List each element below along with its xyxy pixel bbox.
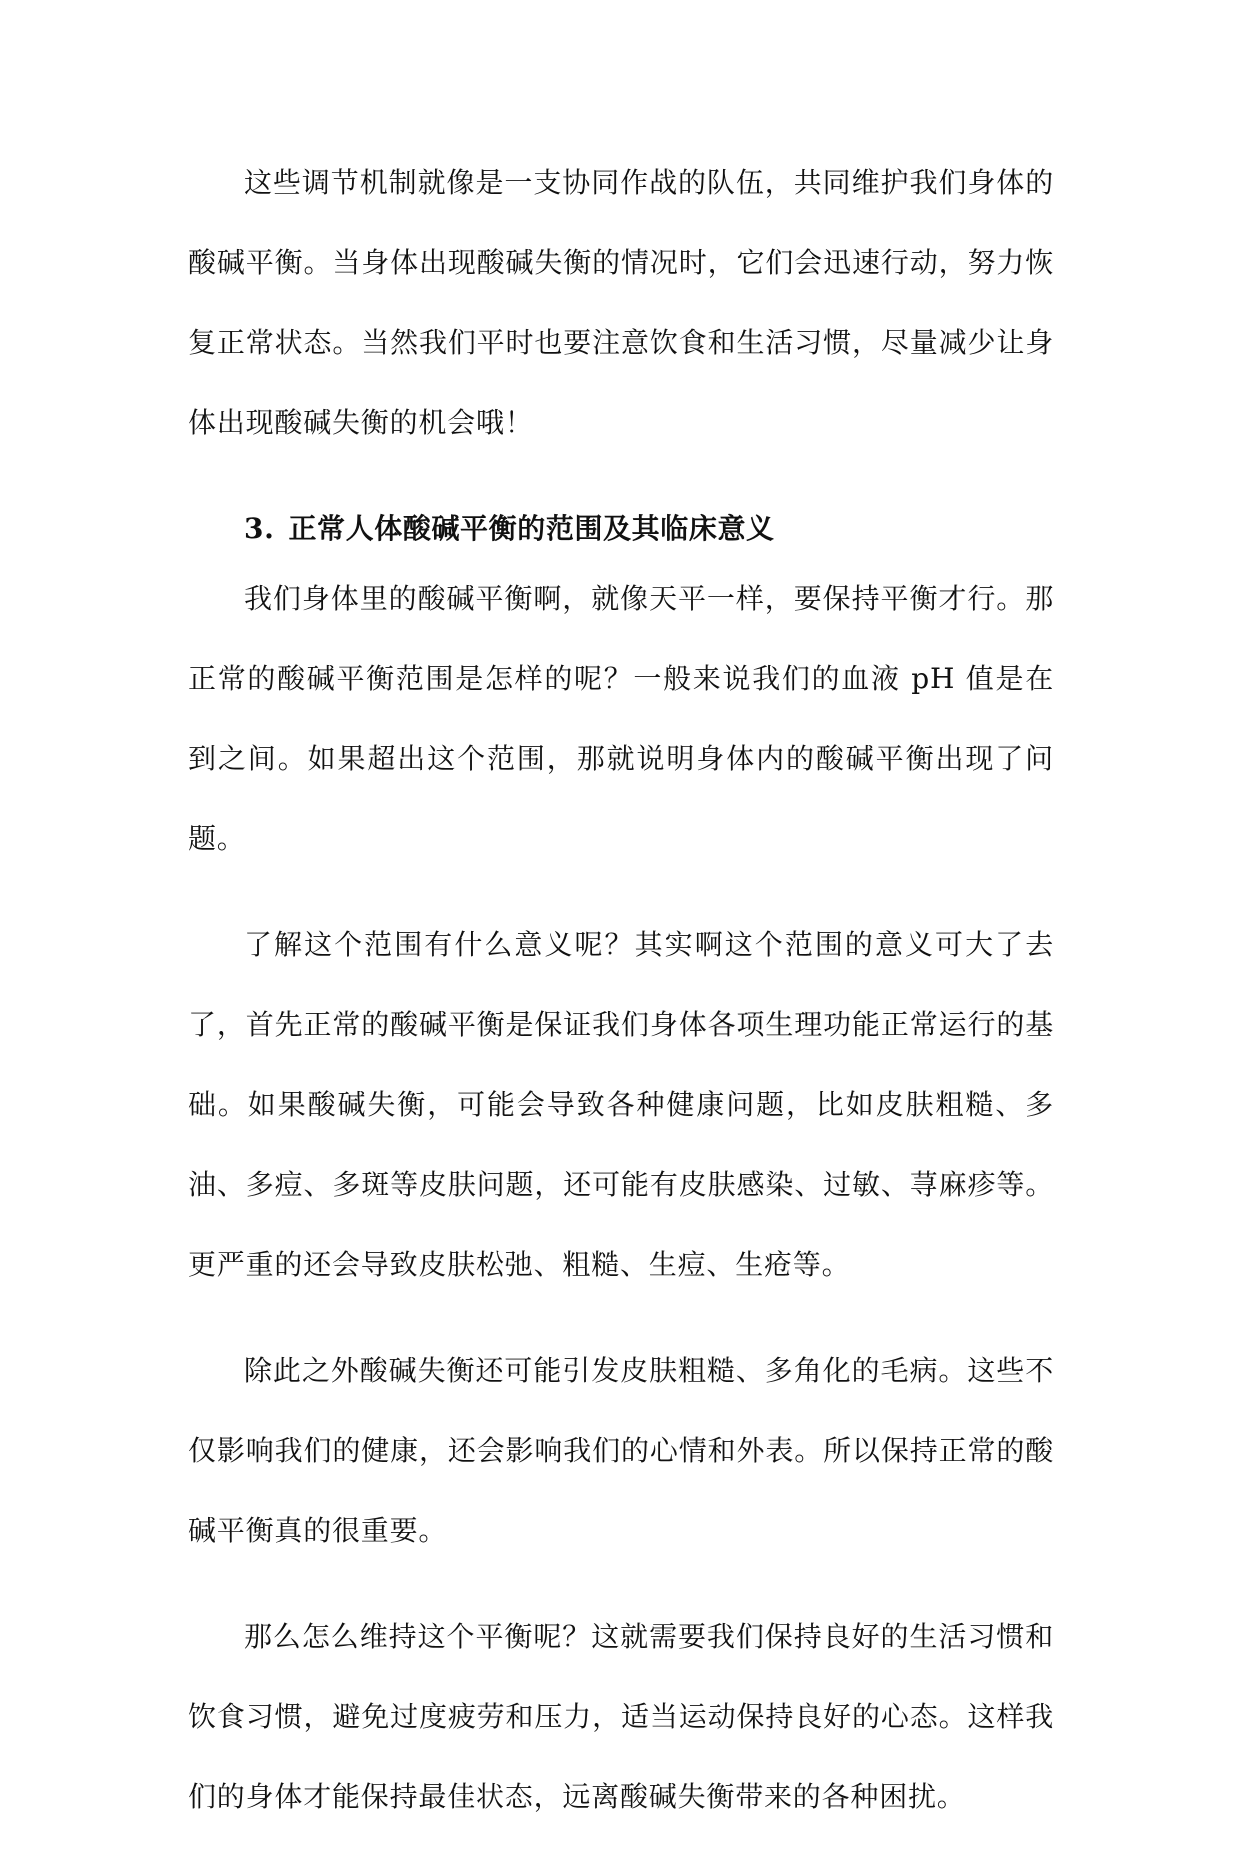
paragraph-regulation-summary: 这些调节机制就像是一支协同作战的队伍，共同维护我们身体的酸碱平衡。当身体出现酸碱失衡的情况时，它们会迅速行动，努力恢复正常状态。当然我们平时也要注意饮食和生活习惯，尽量减少让身体出现酸碱失衡的机会哦！ xyxy=(188,166,1054,439)
section-number: 3. xyxy=(244,512,275,545)
paragraph-effects: 除此之外酸碱失衡还可能引发皮肤粗糙、多角化的毛病。这些不仅影响我们的健康，还会影响我们的心情和外表。所以保持正常的酸碱平衡真的很重要。 xyxy=(188,1354,1054,1547)
section-heading xyxy=(188,489,1054,569)
section-title: 正常人体酸碱平衡的范围及其临床意义 xyxy=(288,512,775,545)
paragraph-significance: 了解这个范围有什么意义呢？其实啊这个范围的意义可大了去了，首先正常的酸碱平衡是保证我们身体各项生理功能正常运行的基础。如果酸碱失衡，可能会导致各种健康问题，比如皮肤粗糙、多油、多痘、多斑等皮肤问题，还可能有皮肤感染、过敏、荨麻疹等。更严重的还会导致皮肤松弛、粗糙、生痘、生疮等。 xyxy=(188,928,1054,1281)
paragraph-ph-range: 我们身体里的酸碱平衡啊，就像天平一样，要保持平衡才行。那正常的酸碱平衡范围是怎样的呢？一般来说我们的血液 pH 值是在到之间。如果超出这个范围，那就说明身体内的酸碱平衡出现了问题。 xyxy=(188,582,1054,855)
paragraph-maintenance: 那么怎么维持这个平衡呢？这就需要我们保持良好的生活习惯和饮食习惯，避免过度疲劳和压力，适当运动保持良好的心态。这样我们的身体才能保持最佳状态，远离酸碱失衡带来的各种困扰。 xyxy=(188,1620,1054,1813)
document-content xyxy=(188,143,1054,1863)
